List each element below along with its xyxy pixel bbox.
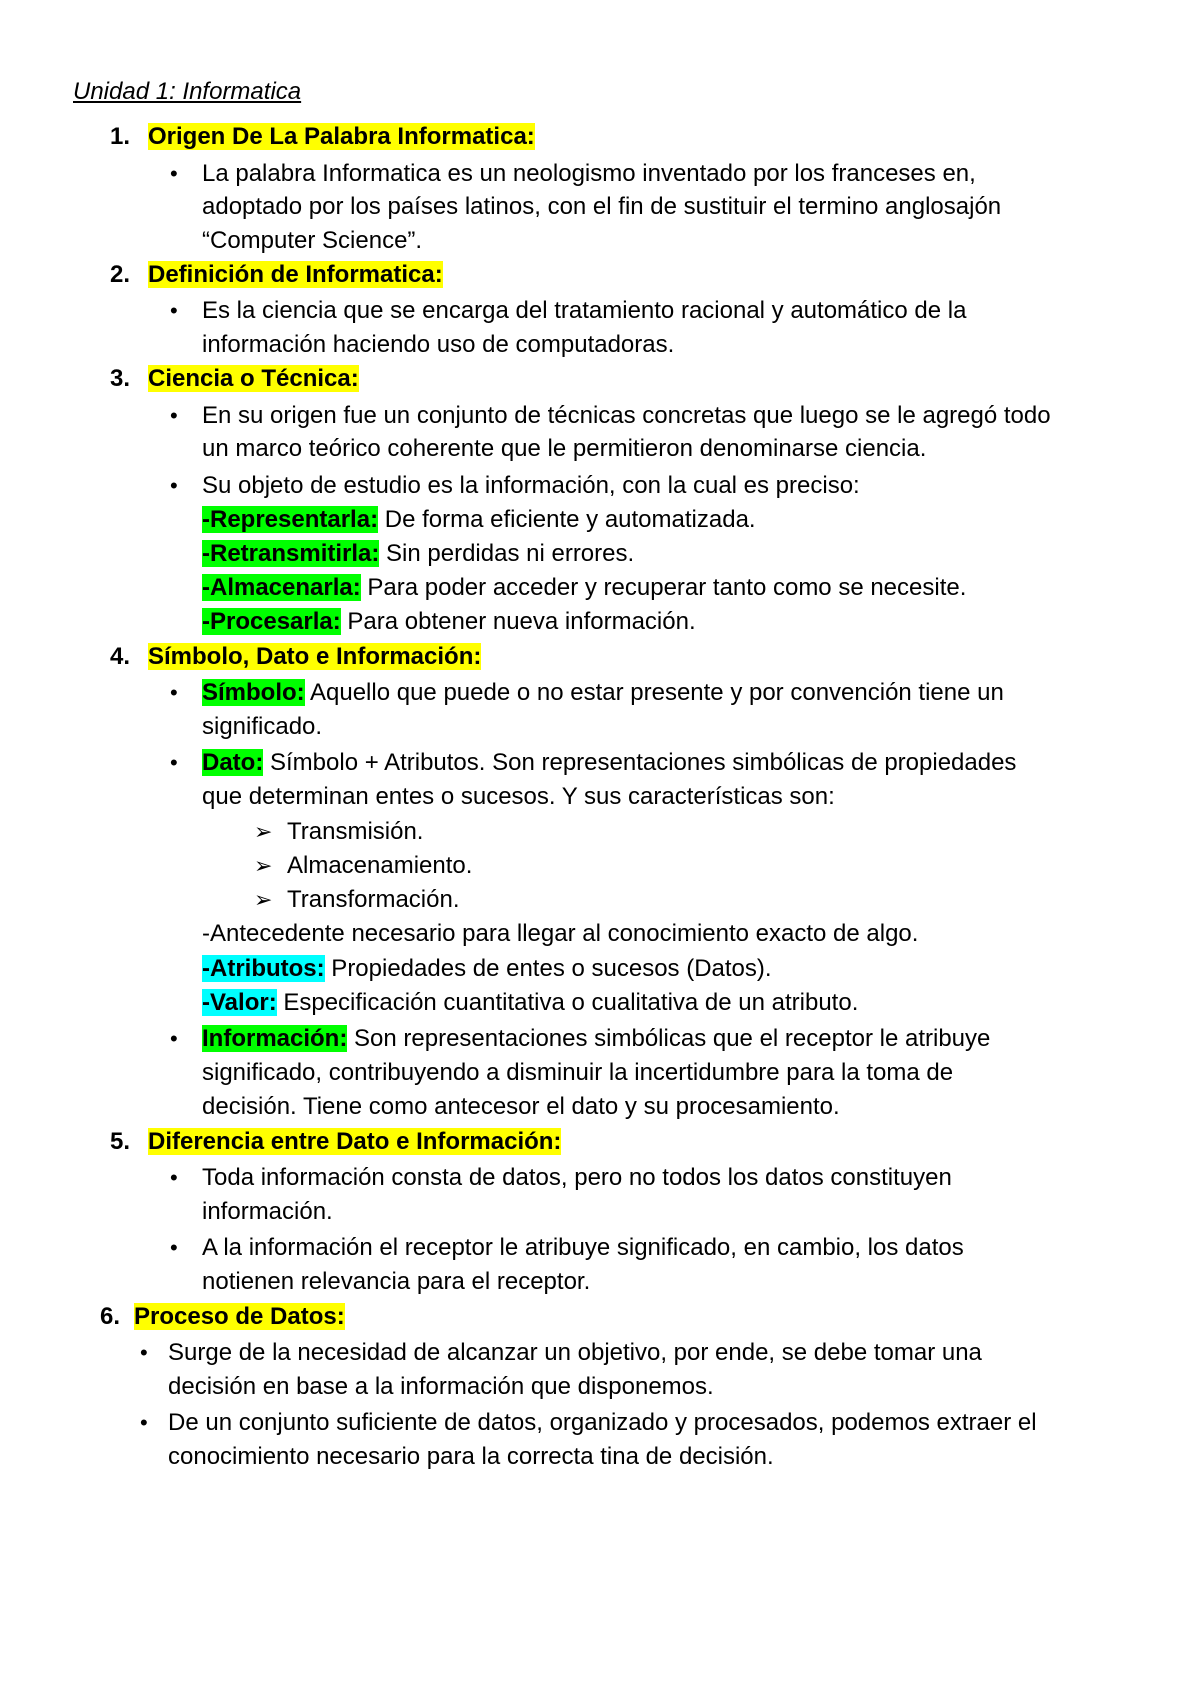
paragraph-line: adoptado por los países latinos, con el fin de sustituir el termino anglosajón	[202, 193, 1002, 220]
page-title: Unidad 1: Informatica	[73, 78, 302, 105]
term-label: -Procesarla:	[202, 608, 341, 635]
term-label: -Representarla:	[202, 506, 379, 533]
term-text: Para obtener nueva información.	[340, 608, 696, 635]
term-label: -Retransmitirla:	[202, 540, 380, 567]
bullet-icon: •	[170, 473, 178, 498]
arrow-bullet-icon: ➢	[254, 887, 273, 912]
list-item: Transmisión.	[287, 818, 424, 845]
term-line	[202, 535, 634, 572]
bullet-icon: •	[140, 1340, 148, 1365]
list-item: Transformación.	[287, 886, 460, 913]
term-label: -Valor:	[202, 989, 277, 1016]
paragraph-line: -Antecedente necesario para llegar al conocimiento exacto de algo.	[202, 920, 919, 947]
paragraph-line: Surge de la necesidad de alcanzar un objetivo, por ende, se debe tomar una	[168, 1339, 982, 1366]
term-label: -Atributos:	[202, 955, 325, 982]
bullet-icon: •	[140, 1410, 148, 1435]
section-4-heading	[110, 638, 481, 675]
paragraph-line: Su objeto de estudio es la información, con la cual es preciso:	[202, 472, 860, 499]
term-line	[202, 674, 1004, 711]
bullet-icon: •	[170, 1235, 178, 1260]
section-title: Origen De La Palabra Informatica:	[148, 123, 535, 150]
paragraph-line: decisión. Tiene como antecesor el dato y su procesamiento.	[202, 1093, 840, 1120]
section-title: Definición de Informatica:	[148, 261, 443, 288]
term-line	[202, 603, 696, 640]
section-number: 6.	[100, 1303, 121, 1330]
term-text: Son representaciones simbólicas que el receptor le atribuye	[347, 1025, 991, 1052]
term-line	[202, 501, 756, 538]
term-text: Aquello que puede o no estar presente y por convención tiene un	[304, 679, 1004, 706]
section-number: 3.	[110, 365, 131, 392]
section-title: Diferencia entre Dato e Información:	[148, 1128, 562, 1155]
paragraph-line: notienen relevancia para el receptor.	[202, 1268, 591, 1295]
paragraph-line: La palabra Informatica es un neologismo inventado por los franceses en,	[202, 160, 976, 187]
section-2-heading	[110, 256, 443, 293]
section-number: 1.	[110, 123, 131, 150]
section-title: Proceso de Datos:	[134, 1303, 345, 1330]
paragraph-line: “Computer Science”.	[202, 227, 423, 254]
term-line	[202, 569, 966, 606]
term-text: Para poder acceder y recuperar tanto como se necesite.	[360, 574, 967, 601]
term-label: Dato:	[202, 749, 264, 776]
bullet-icon: •	[170, 298, 178, 323]
paragraph-line: Es la ciencia que se encarga del tratamiento racional y automático de la	[202, 297, 967, 324]
paragraph-line: De un conjunto suficiente de datos, organizado y procesados, podemos extraer el	[168, 1409, 1037, 1436]
list-item: Almacenamiento.	[287, 852, 473, 879]
section-5-heading	[110, 1123, 561, 1160]
term-line	[202, 744, 1016, 781]
section-title: Ciencia o Técnica:	[148, 365, 359, 392]
bullet-icon: •	[170, 1026, 178, 1051]
term-line	[202, 950, 772, 987]
paragraph-line: decisión en base a la información que disponemos.	[168, 1373, 714, 1400]
paragraph-line: información.	[202, 1198, 333, 1225]
section-3-heading	[110, 360, 359, 397]
section-6-heading	[100, 1298, 345, 1335]
paragraph-line: Toda información consta de datos, pero no todos los datos constituyen	[202, 1164, 952, 1191]
term-text: Sin perdidas ni errores.	[379, 540, 635, 567]
bullet-icon: •	[170, 403, 178, 428]
bullet-icon: •	[170, 1165, 178, 1190]
term-line	[202, 1020, 990, 1057]
term-label: Símbolo:	[202, 679, 305, 706]
arrow-bullet-icon: ➢	[254, 819, 273, 844]
paragraph-line: que determinan entes o sucesos. Y sus características son:	[202, 783, 835, 810]
paragraph-line: En su origen fue un conjunto de técnicas concretas que luego se le agregó todo	[202, 402, 1051, 429]
term-text: Propiedades de entes o sucesos (Datos).	[324, 955, 772, 982]
term-text: De forma eficiente y automatizada.	[378, 506, 756, 533]
paragraph-line: un marco teórico coherente que le permitieron denominarse ciencia.	[202, 435, 927, 462]
section-number: 2.	[110, 261, 131, 288]
arrow-bullet-icon: ➢	[254, 853, 273, 878]
term-label: -Almacenarla:	[202, 574, 361, 601]
paragraph-line: significado.	[202, 713, 323, 740]
paragraph-line: significado, contribuyendo a disminuir la incertidumbre para la toma de	[202, 1059, 954, 1086]
term-text: Símbolo + Atributos. Son representaciones simbólicas de propiedades	[263, 749, 1017, 776]
section-number: 4.	[110, 643, 131, 670]
bullet-icon: •	[170, 750, 178, 775]
section-1-heading	[110, 118, 535, 155]
bullet-icon: •	[170, 161, 178, 186]
section-number: 5.	[110, 1128, 131, 1155]
term-text: Especificación cuantitativa o cualitativa de un atributo.	[276, 989, 859, 1016]
paragraph-line: conocimiento necesario para la correcta tina de decisión.	[168, 1443, 774, 1470]
term-line	[202, 984, 858, 1021]
section-title: Símbolo, Dato e Información:	[148, 643, 482, 670]
term-label: Información:	[202, 1025, 348, 1052]
paragraph-line: información haciendo uso de computadoras.	[202, 331, 675, 358]
paragraph-line: A la información el receptor le atribuye significado, en cambio, los datos	[202, 1234, 964, 1261]
bullet-icon: •	[170, 680, 178, 705]
